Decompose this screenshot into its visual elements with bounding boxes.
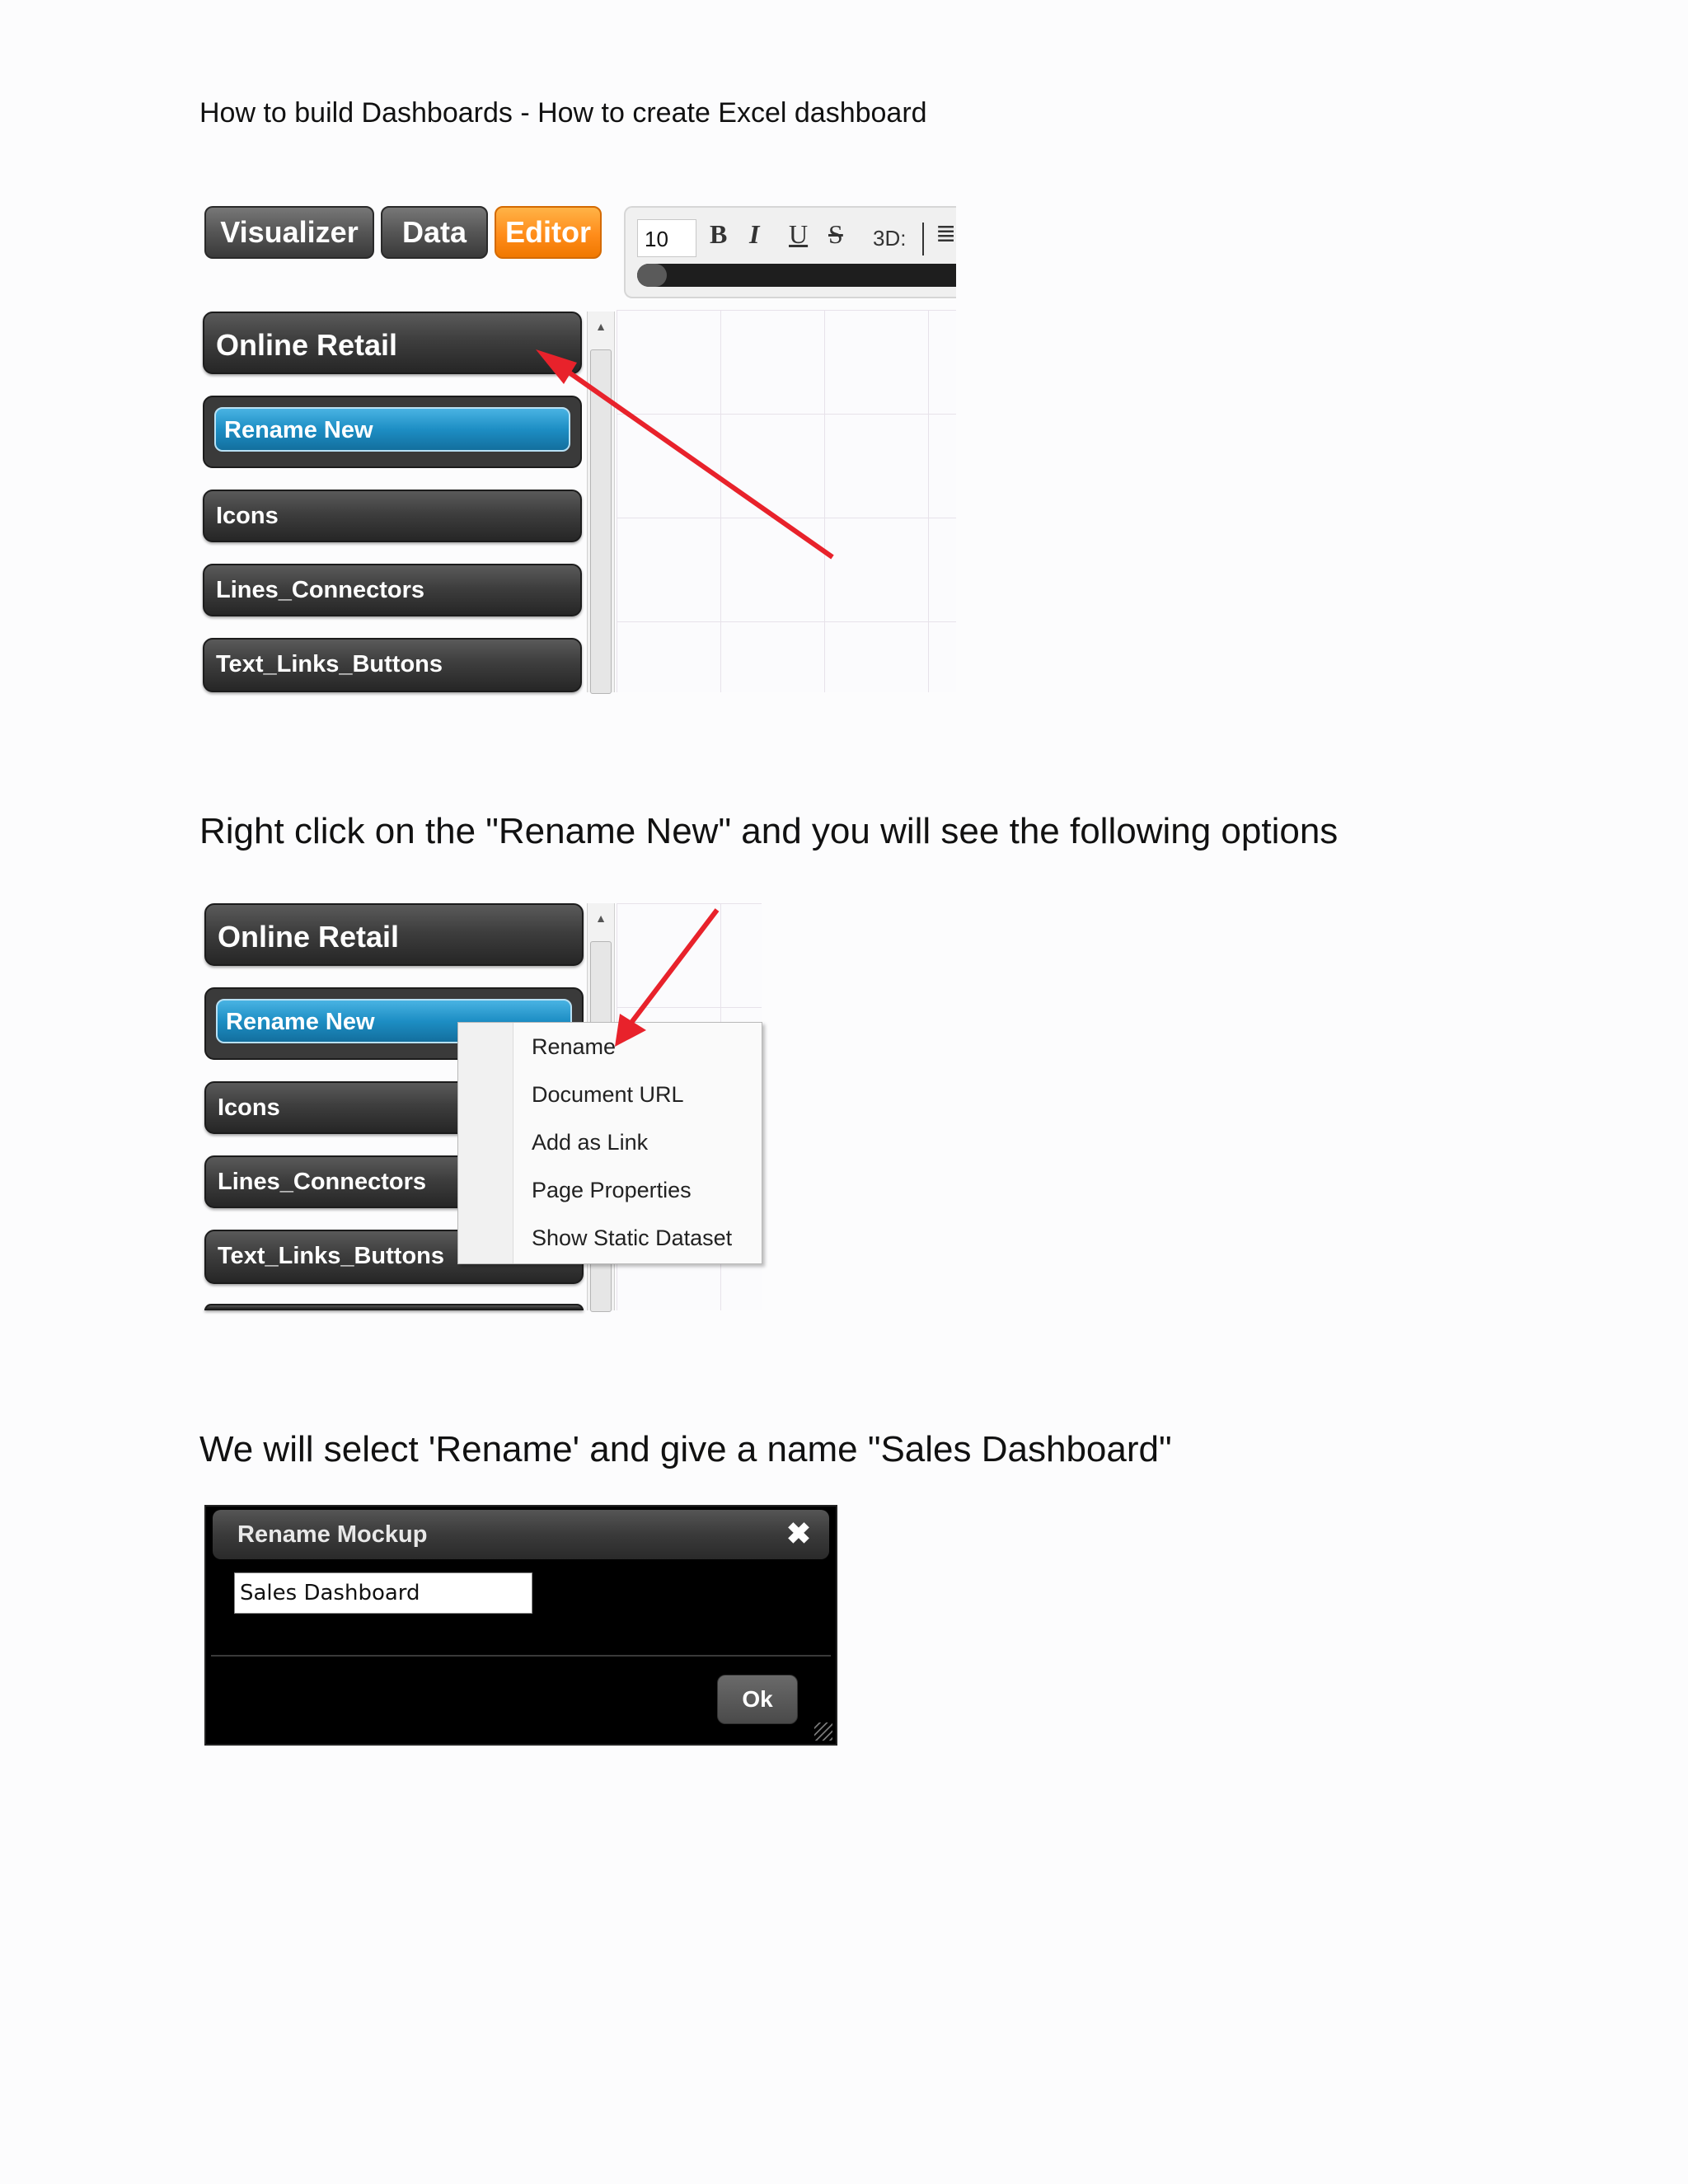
page-item-rename-new-2[interactable]: Rename New — [216, 999, 572, 1043]
strikethrough-button[interactable]: S — [828, 219, 843, 249]
scroll-up-icon[interactable]: ▲ — [595, 320, 607, 333]
page-item-lines-connectors[interactable]: Lines_Connectors — [203, 564, 582, 616]
underline-button[interactable]: U — [789, 219, 809, 249]
panel-title-2: Online Retail — [204, 903, 584, 966]
dialog-titlebar — [213, 1510, 829, 1559]
resize-grip-icon[interactable] — [814, 1722, 832, 1741]
tab-visualizer[interactable]: Visualizer — [204, 206, 374, 259]
page-item-icons-2[interactable]: Icons — [204, 1081, 584, 1134]
dialog-title: Rename Mockup — [237, 1521, 428, 1548]
page-item-lines-connectors-2[interactable]: Lines_Connectors — [204, 1155, 584, 1208]
bold-button[interactable]: B — [710, 219, 728, 249]
tab-data[interactable]: Data — [381, 206, 488, 259]
close-icon[interactable]: ✖ — [785, 1516, 811, 1550]
menu-item-show-static-dataset[interactable]: Show Static Dataset — [532, 1226, 733, 1250]
menu-item-document-url[interactable]: Document URL — [532, 1082, 684, 1107]
dialog-divider — [211, 1655, 831, 1657]
menu-item-add-as-link[interactable]: Add as Link — [532, 1130, 649, 1155]
page-header: How to build Dashboards - How to create Excel dashboard — [199, 97, 927, 129]
align-icon[interactable]: ≣ — [935, 220, 956, 247]
caption-select-rename: We will select 'Rename' and give a name "Sales Dashboard" — [199, 1429, 1172, 1469]
italic-button[interactable]: I — [749, 219, 760, 249]
arrow-head-2 — [615, 1014, 646, 1047]
tab-editor[interactable]: Editor — [495, 206, 602, 259]
page-item-rename-new[interactable]: Rename New — [214, 407, 570, 452]
mockup-name-input[interactable] — [234, 1572, 532, 1614]
menu-item-rename[interactable]: Rename — [532, 1034, 617, 1059]
ok-button[interactable]: Ok — [717, 1675, 798, 1724]
rename-mockup-dialog — [204, 1505, 837, 1746]
page-item-icons[interactable]: Icons — [203, 490, 582, 542]
caption-right-click: Right click on the "Rename New" and you will see the following options — [199, 811, 1339, 851]
scroll-up-icon-2[interactable]: ▲ — [595, 912, 607, 925]
menu-item-page-properties[interactable]: Page Properties — [532, 1178, 692, 1202]
page-item-text-links-buttons-2[interactable]: Text_Links_Buttons — [204, 1230, 584, 1284]
page-item-text-links-buttons[interactable]: Text_Links_Buttons — [203, 638, 582, 692]
arrow-line-2 — [628, 910, 717, 1027]
three-d-button[interactable]: 3D: — [873, 226, 907, 251]
panel-title: Online Retail — [203, 312, 582, 374]
font-size-input[interactable]: 10 — [637, 219, 696, 257]
